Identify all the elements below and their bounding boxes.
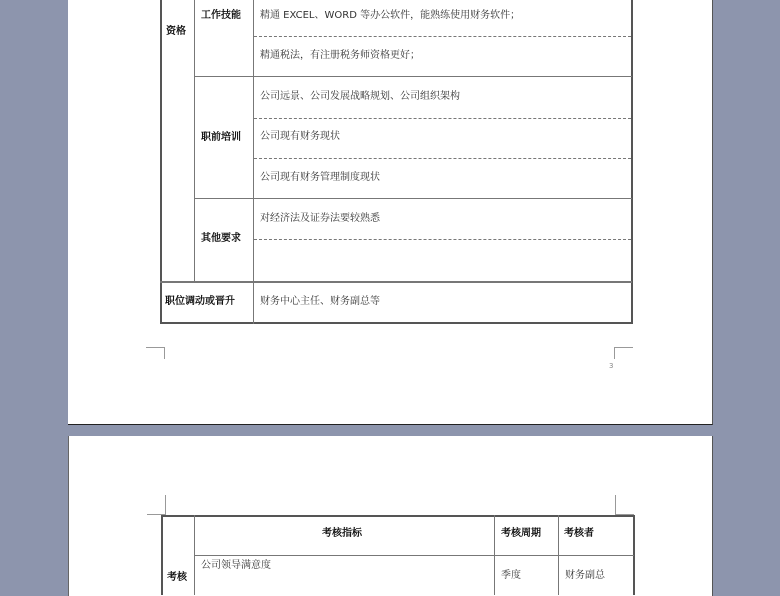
- promotion-label: 职位调动或晋升: [165, 296, 235, 307]
- section-label-assessment: 考核: [167, 572, 187, 583]
- cell-text: 对经济法及证券法要较熟悉: [260, 213, 380, 224]
- period-cell: 季度: [501, 570, 521, 581]
- cell-text: 精通税法，有注册税务师资格更好；: [260, 50, 420, 61]
- indicator-cell: 公司领导满意度: [201, 560, 271, 571]
- promotion-value: 财务中心主任、财务副总等: [260, 296, 380, 307]
- header-period: 考核周期: [501, 528, 541, 539]
- document-page-1: [68, 0, 713, 425]
- header-assessor: 考核者: [564, 528, 594, 539]
- margin-corner-mark: [146, 347, 165, 359]
- document-page-2: [68, 436, 713, 596]
- cell-text: 公司现有财务现状: [260, 131, 340, 142]
- cell-text: 精通 EXCEL、WORD 等办公软件，能熟练使用财务软件；: [260, 10, 521, 21]
- section-label-qualification: 资格: [166, 26, 186, 37]
- row-label-pre-job-training: 职前培训: [201, 132, 241, 143]
- margin-corner-mark: [147, 495, 166, 515]
- margin-corner-mark: [614, 347, 633, 359]
- margin-corner-mark: [615, 495, 634, 515]
- header-indicator: 考核指标: [322, 528, 362, 539]
- cell-text: 公司远景、公司发展战略规划、公司组织架构: [260, 91, 460, 102]
- cell-text: 公司现有财务管理制度现状: [260, 172, 380, 183]
- row-label-other-requirements: 其他要求: [201, 233, 241, 244]
- assessor-cell: 财务副总: [565, 570, 605, 581]
- row-label-work-skills: 工作技能: [201, 10, 241, 21]
- page-number: 3: [609, 362, 614, 370]
